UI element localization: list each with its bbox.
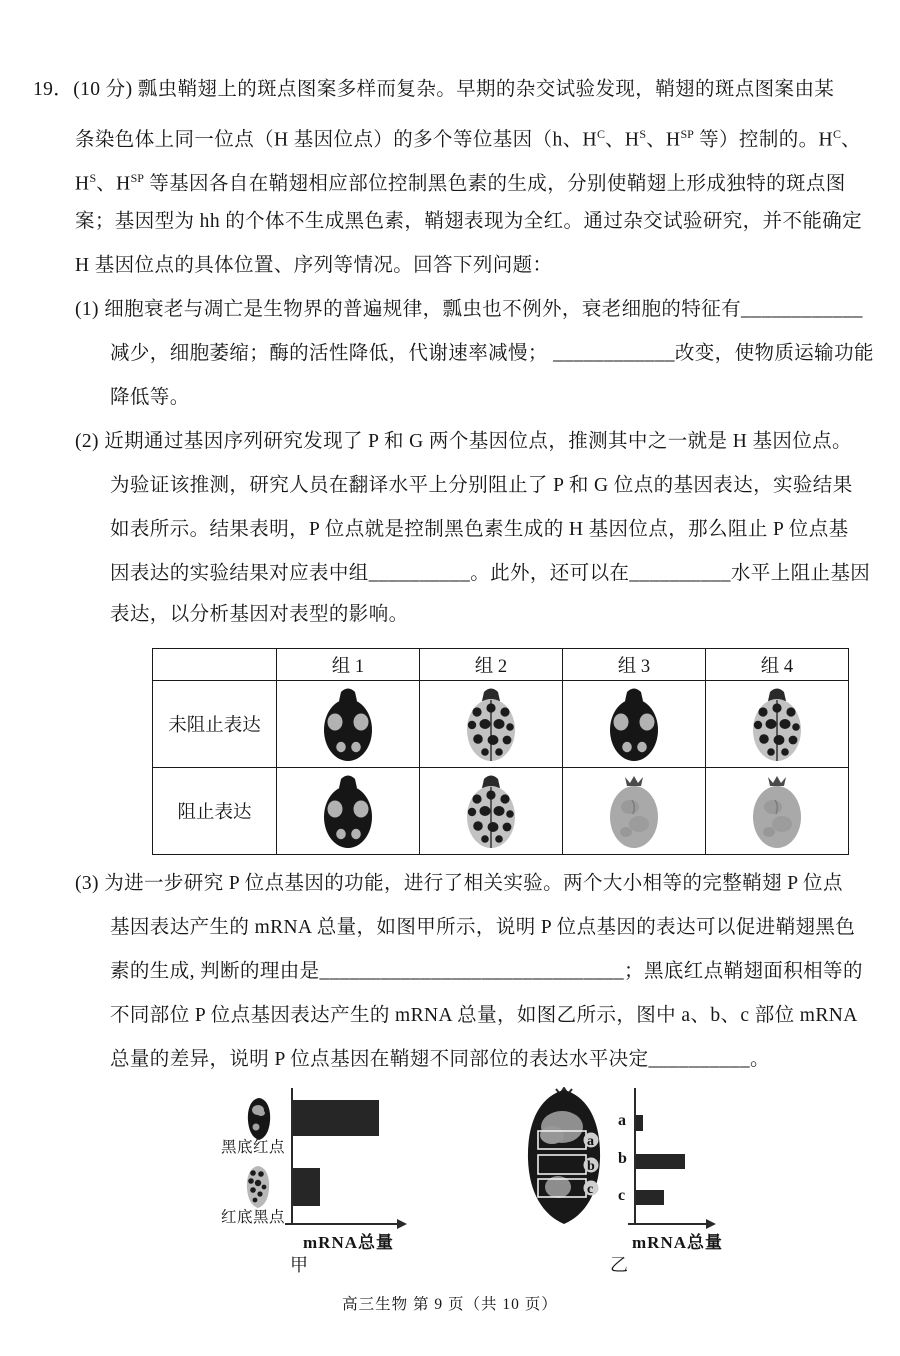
x-axis-label: mRNA总量 bbox=[632, 1233, 723, 1252]
question-text-line: 案；基因型为 hh 的个体不生成黑色素，鞘翅表现为全红。通过杂交试验研究，并不能确定 bbox=[75, 211, 863, 232]
table-header-group4: 组 4 bbox=[706, 649, 849, 681]
category-label: a bbox=[618, 1112, 626, 1129]
elytron-red-black-dots-icon bbox=[245, 1165, 271, 1209]
question-text-line: 总量的差异，说明 P 位点基因在鞘翅不同部位的表达水平决定__________。 bbox=[110, 1049, 770, 1070]
page-footer: 高三生物 第 9 页（共 10 页） bbox=[342, 1296, 558, 1313]
bar-red-black-dots bbox=[293, 1168, 320, 1206]
question-text-line: 减少，细胞萎缩；酶的活性降低，代谢速率减慢； ____________改变，使物质运输功能 bbox=[110, 343, 874, 364]
x-axis bbox=[628, 1223, 706, 1225]
x-axis bbox=[285, 1223, 397, 1225]
question-part-2: (2) 近期通过基因序列研究发现了 P 和 G 两个基因位点，推测其中之一就是 H 基因位点。 bbox=[75, 431, 852, 452]
ladybug-plain-red-icon bbox=[749, 772, 805, 850]
ladybug-red-black-spots-icon bbox=[463, 685, 519, 763]
table-header-group3: 组 3 bbox=[563, 649, 706, 681]
figure-label: 甲 bbox=[290, 1255, 309, 1275]
table-cell bbox=[277, 681, 420, 768]
x-axis-label: mRNA总量 bbox=[303, 1233, 394, 1252]
question-text-line: 如表所示。结果表明，P 位点就是控制黑色素生成的 H 基因位点，那么阻止 P 位点基 bbox=[110, 519, 849, 540]
question-part-3: (3) 为进一步研究 P 位点基因的功能，进行了相关实验。两个大小相等的完整鞘翅 P 位点 bbox=[75, 873, 843, 894]
bar-region-a bbox=[636, 1115, 643, 1131]
ladybug-black-red-spots-icon bbox=[320, 685, 376, 763]
figure-jia-bar-chart bbox=[200, 1085, 440, 1275]
bar-black-red-dots bbox=[293, 1100, 379, 1136]
question-part-1: (1) 细胞衰老与凋亡是生物界的普遍规律，瓢虫也不例外，衰老细胞的特征有____________ bbox=[75, 299, 863, 320]
elytron-regions-abc-icon bbox=[522, 1087, 607, 1227]
ladybug-red-black-spots-icon bbox=[463, 772, 519, 850]
table-row-label: 阻止表达 bbox=[153, 768, 277, 855]
x-axis-arrow-icon bbox=[397, 1219, 407, 1229]
experiment-results-table bbox=[152, 648, 849, 855]
table-cell bbox=[420, 768, 563, 855]
figure-label: 乙 bbox=[610, 1255, 629, 1275]
table-cell bbox=[420, 681, 563, 768]
region-label-b: b bbox=[587, 1159, 595, 1174]
region-label-a: a bbox=[587, 1134, 594, 1149]
table-cell bbox=[563, 768, 706, 855]
table-cell bbox=[706, 768, 849, 855]
category-label: 红底黑点 bbox=[221, 1209, 286, 1226]
question-text-line: H 基因位点的具体位置、序列等情况。回答下列问题： bbox=[75, 255, 553, 276]
table-corner-cell bbox=[153, 649, 277, 681]
bar-region-b bbox=[636, 1154, 685, 1169]
question-text-line: 不同部位 P 位点基因表达产生的 mRNA 总量，如图乙所示，图中 a、b、c 部位 mRNA bbox=[110, 1005, 858, 1026]
question-text-line: 表达，以分析基因对表型的影响。 bbox=[110, 604, 409, 625]
category-label: b bbox=[618, 1150, 627, 1167]
question-text-line: 素的生成, 判断的理由是______________________________；黑底红点鞘翅面积相等的 bbox=[110, 961, 863, 982]
table-cell bbox=[277, 768, 420, 855]
question-text-line: 条染色体上同一位点（H 基因位点）的多个等位基因（h、$H^C$、$H^S$、$H^{SP}$ 等）控制的。$H^C$、 bbox=[75, 127, 861, 151]
ladybug-red-black-spots-icon bbox=[749, 685, 805, 763]
table-header-group1: 组 1 bbox=[277, 649, 420, 681]
question-text-line: 基因表达产生的 mRNA 总量，如图甲所示，说明 P 位点基因的表达可以促进鞘翅黑色 bbox=[110, 917, 856, 938]
ladybug-black-red-spots-icon bbox=[320, 772, 376, 850]
region-label-c: c bbox=[587, 1182, 594, 1197]
table-cell bbox=[706, 681, 849, 768]
figure-yi-bar-chart bbox=[520, 1085, 760, 1275]
table-header-group2: 组 2 bbox=[420, 649, 563, 681]
table-cell bbox=[563, 681, 706, 768]
ladybug-plain-red-icon bbox=[606, 772, 662, 850]
bar-region-c bbox=[636, 1190, 664, 1205]
question-text-line: 降低等。 bbox=[110, 387, 190, 408]
table-row-label: 未阻止表达 bbox=[153, 681, 277, 768]
category-label: 黑底红点 bbox=[221, 1139, 286, 1156]
question-text-line: 为验证该推测，研究人员在翻译水平上分别阻止了 P 和 G 位点的基因表达，实验结果 bbox=[110, 475, 853, 496]
ladybug-black-red-spots-icon bbox=[606, 685, 662, 763]
question-text-line: 因表达的实验结果对应表中组__________。此外，还可以在__________水平上阻止基因 bbox=[110, 563, 871, 584]
question-text-line: 19．(10 分) 瓢虫鞘翅上的斑点图案多样而复杂。早期的杂交试验发现，鞘翅的斑点图案由某 bbox=[33, 79, 835, 100]
category-label: c bbox=[618, 1187, 626, 1204]
question-text-line: $H^S$、$H^{SP}$ 等基因各自在鞘翅相应部位控制黑色素的生成，分别使鞘翅上形成独特的斑点图 bbox=[75, 171, 846, 195]
